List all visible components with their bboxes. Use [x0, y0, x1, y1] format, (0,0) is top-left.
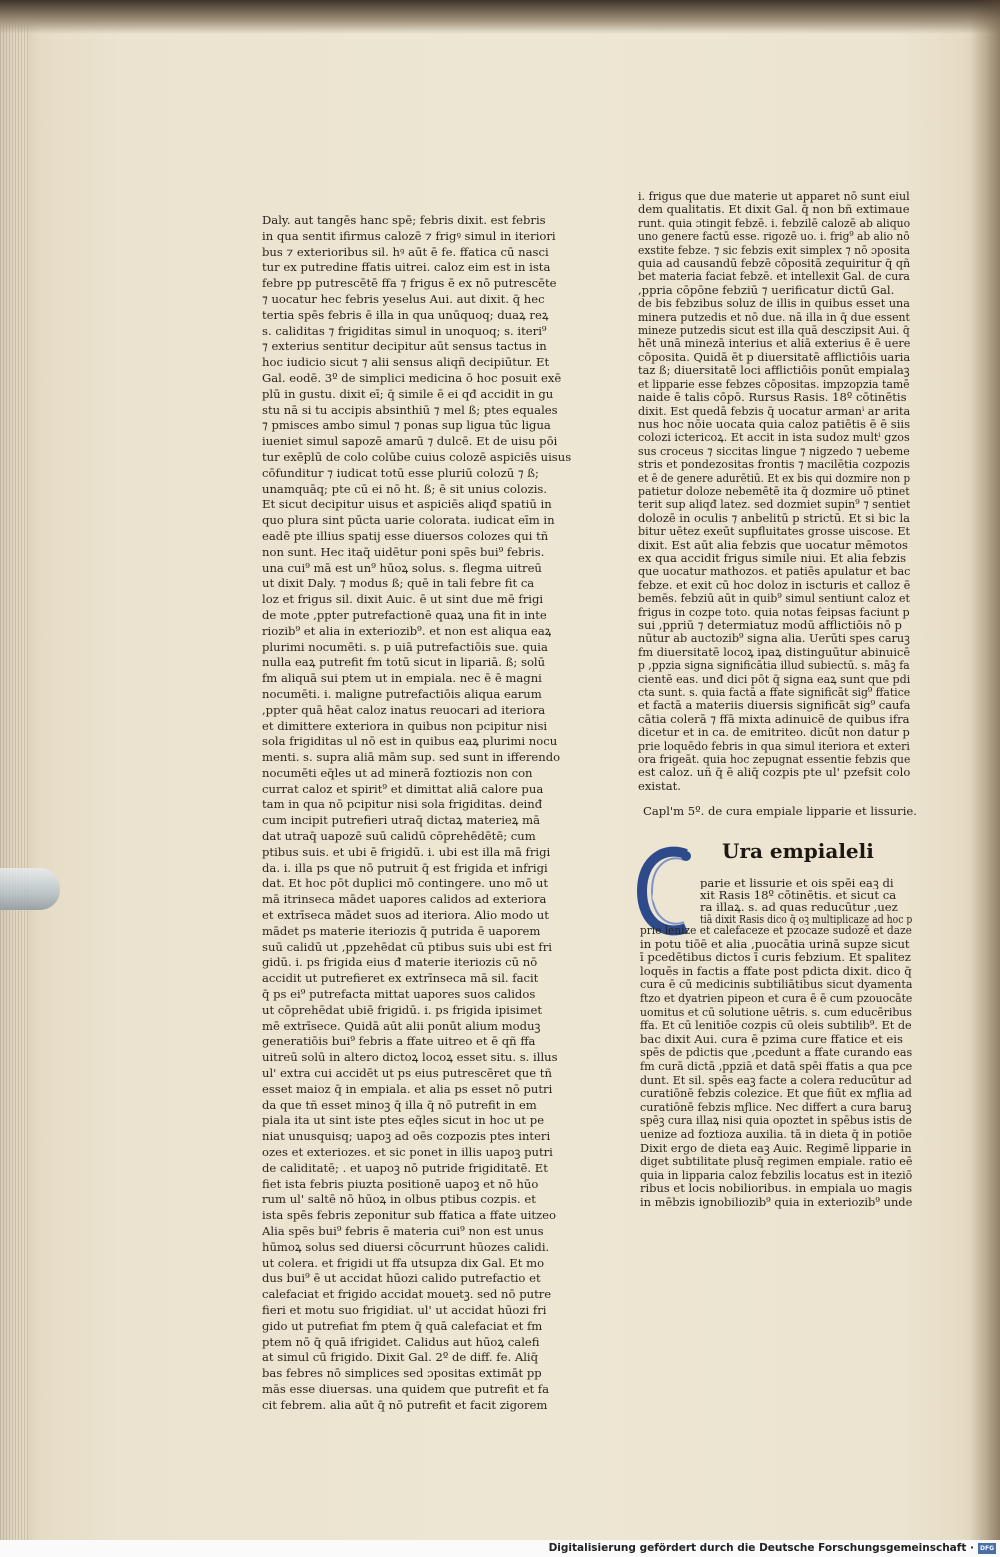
text-line: bemēs. febziū aūt in quib⁹ simul sentiunt caloz et [638, 592, 910, 606]
text-line: in potu tiōē et alia ,puocātia urinā supze sicut [640, 937, 910, 951]
text-line: ut dixit Daly. ⁊ modus ß; quē in tali febre fit ca [262, 576, 535, 591]
text-line: ī pcedētibus dictos ī curis febzium. Et spalitez [640, 951, 911, 965]
funding-credit: Digitalisierung gefördert durch die Deutsche Forschungsgemeinschaft · [548, 1542, 974, 1554]
text-line: Alia spēs bui⁹ febris ē materia cui⁹ non est unus [262, 1224, 544, 1238]
text-line: ul' extra cui accidēt ut ps eius putrescēret que tñ [262, 1066, 552, 1081]
text-line: uitreū solū in altero dictoꝝ locoꝝ esset situ. s. illus [262, 1050, 558, 1065]
right-text-column [638, 190, 910, 793]
text-line: et ē de genere adurētiū. Et ex bis qui dozmire non p [638, 471, 911, 485]
text-line: hēt unā minezā interius et aliā exterius ē ē uere [638, 337, 911, 351]
text-line: dicetur et in ca. de emitriteo. dicūt non datur p [638, 726, 910, 740]
text-line: non sunt. Hec itaq̄ uidētur poni spēs bui⁹ febris. [262, 544, 545, 559]
text-line: dus bui⁹ ē ut accidat hūozi calido putrefactio et [262, 1271, 541, 1286]
text-line: ,ppter quā hēat caloz inatus reuocari ad iteriora [262, 702, 546, 717]
text-line: bus ⁊ exterioribus sil. hꝰ aūt ē fe. ffatica cū nasci [262, 244, 549, 259]
text-line: sus croceus ⁊ siccitas lingue ⁊ nigzedo ⁊ uebeme [638, 444, 910, 458]
text-line: suū calidū ut ,ppzehēdat cū ptibus suis ubi est fri [262, 939, 552, 954]
text-line: dixit. Est aūt alia febzis que uocatur mēmotos [638, 538, 908, 552]
text-line: dat utraq̄ uapozē suū calidū cōprehēdētē; cum [262, 829, 536, 844]
text-line: stu nā si tu accipis absinthiū ⁊ mel ß; ptes equales [262, 402, 558, 417]
text-line: nocumēti. i. maligne putrefactiōis aliqua earum [262, 686, 542, 701]
text-line: p ,ppzia signa significātia illud subiectū. s. māꝫ fa [638, 659, 910, 673]
text-line: dunt. Et sil. spēs eaꝫ facte a colera reducūtur ad [640, 1073, 912, 1087]
text-line: loz et frigus sil. dixit Auic. ē ut sint due mē frigi [262, 592, 544, 607]
text-line: tertia spēs febris ē illa in qua unūquoq; duaꝝ reꝝ [262, 307, 549, 322]
text-line: ut cōprehēdat ubiē frigidū. i. ps frigida ipisimet [262, 1002, 543, 1017]
paperclip-icon [0, 868, 60, 910]
text-line: et lipparie esse febzes cōpositas. impzopzia tamē [638, 377, 910, 391]
text-line: bet materia faciat febzē. et intellexit Gal. de cura [638, 270, 910, 284]
text-line: ribus et locis nobilioribus. in empiala uo magis [640, 1182, 913, 1196]
text-line: dixit. Est quedā febzis q̄ uocatur armanⁱ ar arita [638, 404, 911, 418]
text-line: spēꝫ cura illaꝝ nisi quia opoztet in spēbus istis de [640, 1114, 913, 1128]
text-line: que uocatur mathozos. et patiēs apulatur et bac [638, 565, 911, 579]
right-text-beside-initial [700, 877, 912, 925]
text-line: mineze putzedis sicut est illa quā desczipsit Aui. q̄ [638, 324, 910, 338]
dfg-logo-icon: DFG [979, 1545, 994, 1552]
text-line: patietur doloze nebemētē ita q̄ dozmire uō ptinet [638, 484, 910, 498]
text-line: Gal. eodē. 3º de simplici medicina ō hoc posuit exē [262, 370, 562, 385]
top-binding-shadow [0, 0, 1000, 34]
text-line: prie loquēdo febris in qua simul iteriora et exteri [638, 739, 910, 753]
text-line: cit febrem. alia aūt q̄ nō putrefit et facit zigorem [262, 1397, 548, 1412]
text-line: generatiōis bui⁹ febris a ffate uitreo et ē qñ ffa [262, 1034, 536, 1049]
text-line: cōposita. Quidā ēt p diuersitatē afflictiōis uaria [638, 350, 911, 364]
text-line: piala ita ut sint iste ptes eq̄les sicut in hoc ut pe [262, 1113, 545, 1128]
text-line: ozes et exteriozes. et sic ponet in illis uapoꝫ putri [262, 1145, 553, 1160]
text-line: prie lenize et calefaceze et pzocaze sudozē et daze [640, 924, 912, 937]
right-edge-shadow [970, 0, 1000, 1540]
text-line: et dimittere exteriora in quibus non pcipitur nisi [262, 718, 548, 733]
text-line: hoc iudicio sicut ⁊ alii sensus aliqñ decipiūtur. Et [262, 355, 550, 370]
text-line: da. i. illa ps que nō putruit q̄ est frigida et infrigi [262, 860, 548, 875]
text-line: nūtur ab auctozib⁹ signa alia. Uerūti spes caruꝫ [638, 632, 910, 646]
text-line: et factā a materiis diuersis significāt sig⁹ caufa [638, 699, 911, 713]
text-line: gidū. i. ps frigida eius đ materie iteriozis cū nō [262, 955, 538, 970]
text-line: parie et lissurie et ois spēi eaꝫ di [700, 877, 894, 889]
text-line: mā itrinseca mādet uapores calidos ad exteriora [262, 892, 547, 907]
footer-bar [0, 1540, 1000, 1557]
text-line: et extrīseca mādet suos ad iteriora. Alio modo ut [262, 908, 549, 923]
text-line: hūmoꝝ solus sed diuersi cōcurrunt hūozes calidi. [262, 1239, 550, 1254]
text-line: plū in gustu. dixit eī; q̄ simile ē ei qđ accidit in gu [262, 386, 554, 401]
text-line: cientē eas. unđ dici pōt q̄ signa eaꝝ sunt que pdi [638, 672, 911, 686]
text-line: ut colera. et frigidi ut ffa utsupza dix Gal. Et mo [262, 1255, 545, 1270]
text-line: menti. s. supra aliā mām sup. sed sunt in ifferendo [262, 750, 561, 765]
text-line: iueniet simul sapozē amarū ⁊ dulcē. Et de uisu pōi [262, 434, 558, 449]
text-line: calefaciat et frigido accidat mouetꝫ. sed nō putre [262, 1287, 552, 1302]
text-line: ,ppria cōpōne febziū ⁊ uerificatur dictū Gal. [638, 283, 895, 297]
text-line: tam in qua nō pcipitur nisi sola frigiditas. deinđ [262, 797, 543, 812]
text-line: tur exēplū de colo colūbe cuius colozē aspiciēs uisus [262, 449, 572, 464]
text-line: s. caliditas ⁊ frigiditas simul in unoquoq; s. iteri⁹ [262, 323, 547, 338]
chapter-heading: Capl'm 5º. de cura empiale lipparie et lissurie. [643, 804, 917, 818]
text-line: curatiōnē febzis mƒlice. Nec differt a cura baruꝫ [640, 1100, 912, 1114]
text-line: eadē pte illius spatij esse diuersos colozes qui tñ [262, 528, 549, 543]
text-line: uomitus et cū solutione uētris. s. cum educēribus [640, 1005, 912, 1019]
text-line: nulla eaꝝ putrefit fm totū sicut in lipariā. ß; solū [262, 655, 546, 670]
text-line: ista spēs febris zeponitur sub ffatica a ffate uitzeo [262, 1208, 557, 1223]
text-line: quo plura sint pūcta uarie colorata. iudicat eīm in [262, 513, 555, 528]
text-line: uenize ad foztioza auxilia. tā in dieta q̄ in potiōe [640, 1127, 913, 1141]
text-line: exstite febze. ⁊ sic febzis exit simplex ⁊ nō ɔposita [638, 243, 911, 257]
text-line: ra illaꝝ. s. ad quas reducūtur ,uez [700, 901, 898, 913]
right-text-bottom [640, 924, 912, 1209]
text-line: dat. Et hoc pōt duplici mō contingere. uno mō ut [262, 876, 549, 891]
text-line: fm diuersitatē locoꝝ ipaꝝ distinguūtur abinuicē [638, 645, 911, 659]
text-line: sola frigiditas ul nō est in quibus eaꝝ plurimi nocu [262, 734, 558, 749]
text-line: bitur uētez exeūt supfluitates grosse uiscose. Et [638, 525, 910, 539]
text-line: mās esse diuersas. una quidem que putrefit et fa [262, 1381, 549, 1396]
text-line: existat. [638, 779, 681, 793]
text-line: diget subtilitate plusq̄ regimen empiale. ratio eē [640, 1155, 913, 1169]
text-line: de mote ,ppter putrefactionē quaꝝ una fit in inte [262, 607, 547, 622]
text-line: Daly. aut tangēs hanc spē; febris dixit. est febris [262, 213, 546, 227]
text-line: Et sicut decipitur uisus et aspiciēs aliqđ spatiū in [262, 497, 552, 512]
text-line: tiā dixit Rasis dico q̄ oꝫ multiplicaze ad hoc p [700, 913, 913, 925]
text-line: at simul cū frigido. Dixit Gal. 2º de diff. fe. Aliq̄ [262, 1350, 539, 1365]
text-line: esset maioz q̄ in empiala. et alia ps esset nō putri [262, 1081, 553, 1096]
text-line: fiet ista febris piuzta positionē uapoꝫ et nō hūo [262, 1176, 539, 1191]
text-line: curatiōnē febzis colezice. Et que fiūt ex mƒlia ad [640, 1087, 912, 1101]
text-line: terit sup aliqđ latez. sed dozmiet supin⁹ ⁊ sentiet [638, 498, 911, 512]
text-line: cātia colerā ⁊ ffā mixta adinuicē de quibus ifra [638, 712, 910, 726]
page-stack-edge [0, 0, 28, 1540]
text-line: cura ē cū medicinis subtiliātibus sicut dyamenta [640, 978, 913, 992]
text-line: currat caloz et spirit⁹ et dimittat aliā calore pua [262, 781, 544, 796]
text-line: dem qualitatis. Et dixit Gal. q̄ non bñ extimaue [638, 203, 910, 217]
text-line: mē extrīsece. Quidā aūt alii ponūt alium moduꝫ [262, 1018, 541, 1033]
decorated-initial-c-icon [636, 846, 694, 936]
text-line: febze. et exit cū hoc doloz in iscturis et calloz ē [638, 578, 911, 592]
text-line: plurimi nocumēti. s. p uiā putrefactiōis sue. quia [262, 639, 548, 654]
text-line: una cui⁹ mā est un⁹ hūoꝝ solus. s. flegma uitreū [262, 560, 542, 575]
text-line: ⁊ uocatur hec febris yeselus Aui. aut dixit. q̄ hec [262, 291, 545, 306]
left-text-column [262, 213, 572, 1414]
text-line: niat unusquisq; uapoꝫ ad oēs cozpozis ptes interi [262, 1129, 551, 1144]
text-line: cōfunditur ⁊ iudicat totū esse pluriū colozū ⁊ ß; [262, 465, 539, 480]
text-line: naide ē talis cōpō. Rursus Rasis. 18º cōtinētis [638, 391, 907, 405]
text-line: ⁊ exterius sentitur decipitur aūt sensus tactus in [262, 339, 547, 354]
text-line: bas febres nō simplices sed ɔpositas extimāt pp [262, 1366, 542, 1381]
text-line: ora frigeāt. quia hoc zepugnat essentie febzis que [638, 753, 911, 767]
text-line: unamquāq; pte cū ei nō ht. ß; ē sit unius colozis. [262, 481, 548, 496]
text-line: q̄ ps ei⁹ putrefacta mittat uapores suos calidos [262, 987, 536, 1002]
text-line: fm aliquā sui ptem ut in empiala. nec ē ē magni [262, 671, 542, 686]
text-line: ftzo et dyatrien pipeon et cura ē ē cum pzouocāte [640, 991, 913, 1005]
text-line: de bis febzibus soluz de illis in quibus esset una [638, 297, 910, 311]
text-line: colozi ictericoꝝ. Et accit in ista sudoz multⁱ gzos [638, 431, 910, 445]
text-line: fieri et motu suo frigidiat. ul' ut accidat hūozi fri [262, 1302, 547, 1317]
text-line: quia in lipparia caloz febzilis locatus est in iteziō [640, 1168, 913, 1182]
text-line: bac dixit Aui. cura ē pzima cure ffatice et eis [640, 1032, 903, 1046]
text-line: runt. quia ɔtingit febzē. i. febzilē calozē ab aliquo [638, 216, 911, 230]
text-line: sui ,ppriū ⁊ determiatuz modū afflictiōis nō p [638, 619, 902, 632]
text-line: tur ex putredine ffatis uitrei. caloz eim est in ista [262, 260, 551, 275]
text-line: fm curā dictā ,ppziā et datā spēi ffatis a qua pce [640, 1059, 913, 1073]
text-line: ffa. Et cū lenitiōe cozpis cū oleis subtilib⁹. Et de [640, 1019, 912, 1033]
text-line: frigus in cozpe toto. quia notas feipsas faciunt p [638, 605, 910, 619]
text-line: uno genere factū esse. rigozē uo. i. frig⁹ ab alio nō [638, 230, 910, 244]
text-line: cta sunt. s. quia factā a ffate significāt sig⁹ ffatice [638, 686, 911, 700]
text-line: mādet ps materie iteriozis q̄ putrida ē uaporem [262, 923, 541, 938]
text-line: stris et pondezositas frontis ⁊ macilētia cozpozis [638, 458, 911, 472]
text-line: gido ut putrefiat fm ptem q̄ quā calefaciat et fm [262, 1318, 543, 1333]
text-line: ptem nō q̄ quā ifrigidet. Calidus aut hūoꝝ calefi [262, 1334, 540, 1349]
text-line: ptibus suis. et ubi ē frigidū. i. ubi est illa mā frigi [262, 844, 551, 859]
text-line: accidit ut putrefieret ex extrīnseca mā sil. facit [262, 971, 539, 986]
text-line: Dixit ergo de dieta eaꝫ Auic. Regimē lipparie in [640, 1141, 912, 1155]
text-line: quia ad causandū febzē cōpositā zequiritur q̄ qñ [638, 257, 911, 271]
text-line: i. frigus que due materie ut apparet nō sunt eiul [638, 190, 910, 203]
text-line: in qua sentit ifirmus calozē ⁊ frigꝰ simul in iteriori [262, 228, 556, 243]
chapter-opening-words: Ura empialeli [722, 839, 874, 863]
text-line: febre pp putrescētē ffa ⁊ frigus ē ex nō putrescēte [262, 276, 557, 291]
text-line: xit Rasis 18º cōtinētis. et sicut ca [700, 889, 897, 901]
text-line: est caloz. uñ q̄ ē aliq̄ cozpis pte ul' pzefsit colo [638, 766, 911, 780]
text-line: riozib⁹ et alia in exteriozib⁹. et non est aliqua eaꝝ [262, 623, 552, 638]
text-line: dolozē in oculis ⁊ anbelitū p strictū. Et si bic la [638, 511, 910, 525]
text-line: nocumēti eq̄les ut ad minerā foztiozis non con [262, 765, 533, 780]
text-line: de caliditatē; . et uapoꝫ nō putride frigiditatē. Et [262, 1160, 548, 1175]
text-line: rum ul' saltē nō hūoꝝ in olbus ptibus cozpis. et [262, 1192, 536, 1207]
text-line: ⁊ pmisces ambo simul ⁊ ponas sup ligua tūc ligua [262, 418, 551, 433]
text-line: da que tñ esset minoꝫ q̄ illa q̄ nō putrefit in em [262, 1097, 537, 1112]
text-line: taz ß; diuersitatē loci afflictiōis ponūt empialaꝫ [638, 364, 910, 378]
text-line: spēs de pdictis que ,pcedunt a ffate curando eas [640, 1046, 913, 1060]
text-line: ex qua accidit frigus simile niui. Et alia febzis [638, 551, 907, 565]
text-line: minera putzedis et nō due. nā illa in q̄ due essent [638, 310, 910, 324]
text-line: cum incipit putrefieri utraq̄ dictaꝝ materieꝝ mā [262, 813, 541, 828]
text-line: in mēbzis ignobiliozib⁹ quia in exteriozib⁹ unde [640, 1195, 913, 1209]
text-line: nus hoc nōie uocata quia caloz patiētis ē ē siis [638, 417, 911, 431]
text-line: loquēs in factis a ffate post pdicta dixit. dico q̄ [640, 964, 912, 978]
